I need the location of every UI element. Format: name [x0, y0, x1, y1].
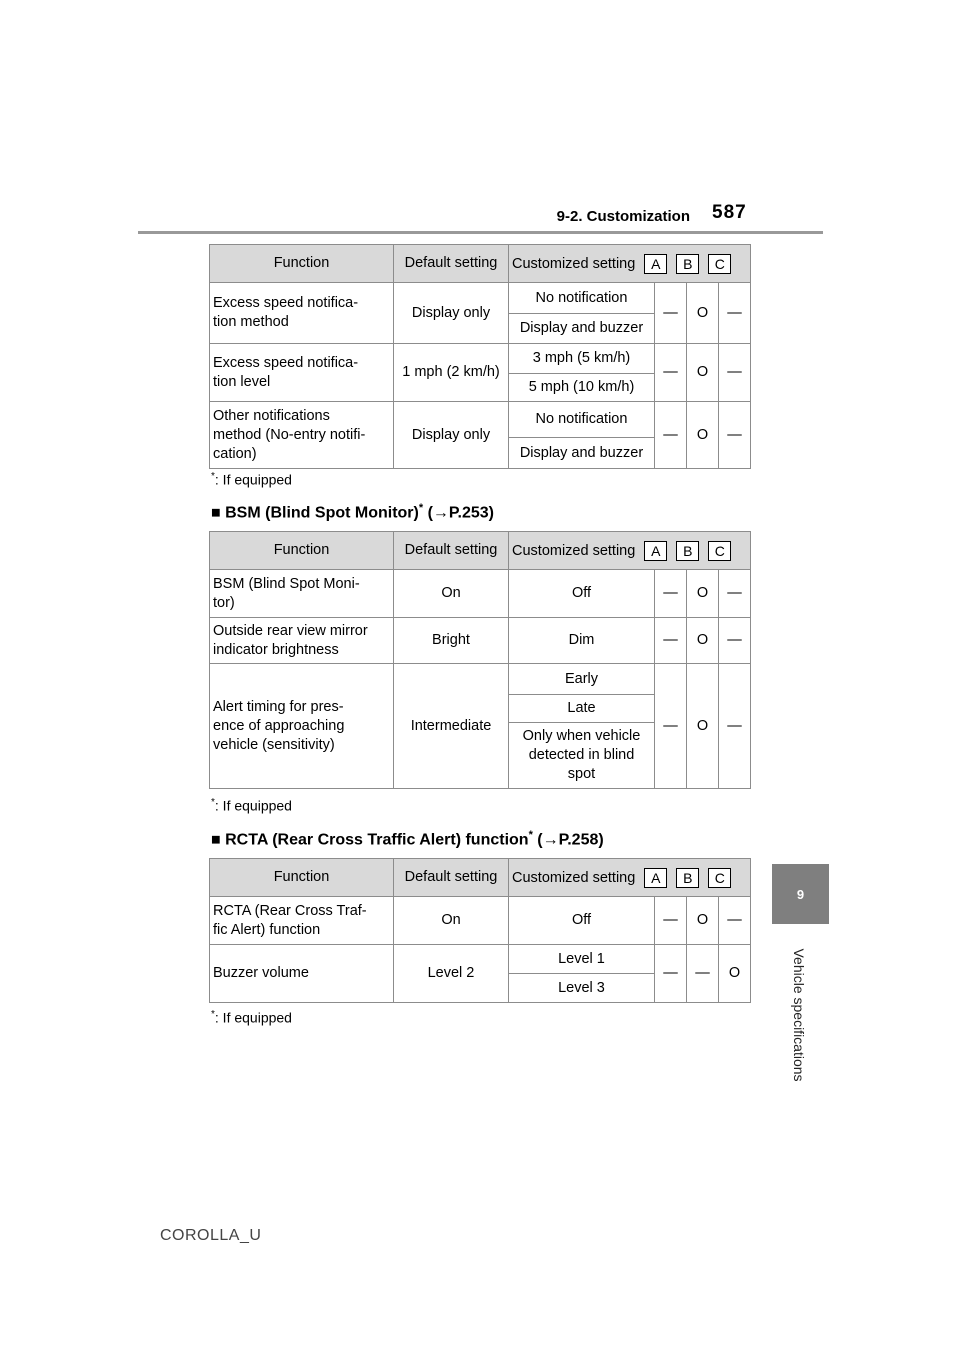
mark-c-cell: — — [719, 283, 751, 344]
header-default-setting: Default setting — [394, 245, 509, 283]
section-star: * — [418, 502, 424, 514]
mark-b-cell: O — [687, 402, 719, 469]
option-cell: Dim — [509, 618, 655, 664]
mark-b-cell: O — [687, 344, 719, 402]
section-bullet: ■ — [211, 831, 221, 849]
function-cell: Excess speed notifica- tion method — [210, 283, 394, 344]
method-b-box: B — [676, 541, 699, 561]
header-customized-label: Customized setting — [512, 255, 636, 272]
chapter-tab-label-wrap — [784, 935, 814, 1095]
default-cell: 1 mph (2 km/h) — [394, 344, 509, 402]
method-c-box: C — [708, 868, 731, 888]
option-cell: Level 3 — [509, 974, 655, 1003]
footnote — [211, 1009, 292, 1026]
chapter-tab-number: 9 — [796, 886, 805, 902]
page-reference-link[interactable]: (→P.258) — [532, 831, 604, 849]
footnote — [211, 797, 292, 814]
method-b-box: B — [676, 254, 699, 274]
option-cell: No notification — [509, 402, 655, 438]
option-cell: Display and buzzer — [509, 314, 655, 344]
method-a-box: A — [644, 868, 667, 888]
footnote-mark: * — [211, 471, 215, 482]
mark-c-cell: — — [719, 570, 751, 618]
mark-c-cell: — — [719, 897, 751, 945]
method-letters — [644, 541, 731, 561]
excess-speed-settings-table — [209, 244, 751, 469]
mark-b-cell: — — [687, 945, 719, 1003]
table-header-row — [210, 532, 751, 570]
function-cell: Outside rear view mirror indicator brightness — [210, 618, 394, 664]
default-cell: Level 2 — [394, 945, 509, 1003]
mark-b-cell: O — [687, 664, 719, 789]
default-cell: Bright — [394, 618, 509, 664]
mark-a-cell: — — [655, 402, 687, 469]
default-cell: On — [394, 570, 509, 618]
chapter-tab-label: Vehicle specifications — [791, 948, 807, 1082]
function-cell: Excess speed notifica- tion level — [210, 344, 394, 402]
mark-a-cell: — — [655, 344, 687, 402]
mark-a-cell: — — [655, 618, 687, 664]
bsm-settings-table — [209, 531, 751, 789]
chapter-tab[interactable] — [772, 864, 829, 924]
footnote-mark: * — [211, 1009, 215, 1020]
method-letters — [644, 868, 731, 888]
section-title-text: RCTA (Rear Cross Traffic Alert) function — [225, 831, 529, 849]
table-header-row — [210, 859, 751, 897]
method-a-box: A — [644, 541, 667, 561]
mark-a-cell: — — [655, 664, 687, 789]
footnote-text: : If equipped — [214, 471, 292, 488]
mark-c-cell: O — [719, 945, 751, 1003]
option-cell: Display and buzzer — [509, 438, 655, 469]
default-cell: Intermediate — [394, 664, 509, 789]
option-cell: Off — [509, 570, 655, 618]
section-heading: 9-2. Customization — [556, 208, 690, 225]
page-number: 587 — [712, 202, 747, 223]
header-customized-setting — [509, 245, 751, 283]
function-cell: Alert timing for pres- ence of approaching vehicle (sensitivity) — [210, 664, 394, 789]
mark-a-cell: — — [655, 945, 687, 1003]
page-reference-link[interactable]: (→P.253) — [423, 504, 494, 522]
mark-c-cell: — — [719, 618, 751, 664]
header-customized-label: Customized setting — [512, 869, 636, 886]
footnote-text: : If equipped — [214, 1009, 292, 1026]
function-cell: BSM (Blind Spot Moni- tor) — [210, 570, 394, 618]
rcta-settings-table — [209, 858, 751, 1003]
option-cell: No notification — [509, 283, 655, 314]
footer-model-code: COROLLA_U — [160, 1227, 262, 1244]
default-cell: Display only — [394, 402, 509, 469]
mark-a-cell: — — [655, 897, 687, 945]
option-cell: Early — [509, 664, 655, 695]
mark-c-cell: — — [719, 402, 751, 469]
footnote — [211, 471, 292, 488]
method-b-box: B — [676, 868, 699, 888]
header-default-setting: Default setting — [394, 532, 509, 570]
mark-c-cell: — — [719, 664, 751, 789]
header-function: Function — [210, 532, 394, 570]
section-title-rcta — [211, 829, 604, 849]
footnote-mark: * — [211, 797, 215, 808]
function-cell: Other notifications method (No-entry notifi- cation) — [210, 402, 394, 469]
option-cell: 5 mph (10 km/h) — [509, 374, 655, 402]
default-cell: On — [394, 897, 509, 945]
option-cell: Late — [509, 695, 655, 723]
default-cell: Display only — [394, 283, 509, 344]
method-c-box: C — [708, 254, 731, 274]
header-function: Function — [210, 859, 394, 897]
header-default-setting: Default setting — [394, 859, 509, 897]
mark-a-cell: — — [655, 570, 687, 618]
header-customized-label: Customized setting — [512, 542, 636, 559]
option-cell: 3 mph (5 km/h) — [509, 344, 655, 374]
mark-b-cell: O — [687, 570, 719, 618]
header-function: Function — [210, 245, 394, 283]
mark-b-cell: O — [687, 618, 719, 664]
table-header-row — [210, 245, 751, 283]
footnote-text: : If equipped — [214, 797, 292, 814]
section-bullet: ■ — [211, 504, 221, 522]
mark-c-cell: — — [719, 344, 751, 402]
method-a-box: A — [644, 254, 667, 274]
option-cell: Only when vehicle detected in blind spot — [509, 723, 655, 789]
section-title-text: BSM (Blind Spot Monitor) — [225, 504, 419, 522]
section-star: * — [528, 829, 533, 841]
function-cell: RCTA (Rear Cross Traf- fic Alert) function — [210, 897, 394, 945]
mark-b-cell: O — [687, 897, 719, 945]
mark-b-cell: O — [687, 283, 719, 344]
header-divider — [138, 231, 823, 234]
function-cell: Buzzer volume — [210, 945, 394, 1003]
section-title-bsm — [211, 502, 494, 522]
option-cell: Level 1 — [509, 945, 655, 974]
header-customized-setting — [509, 532, 751, 570]
method-c-box: C — [708, 541, 731, 561]
method-letters — [644, 254, 731, 274]
header-customized-setting — [509, 859, 751, 897]
option-cell: Off — [509, 897, 655, 945]
mark-a-cell: — — [655, 283, 687, 344]
